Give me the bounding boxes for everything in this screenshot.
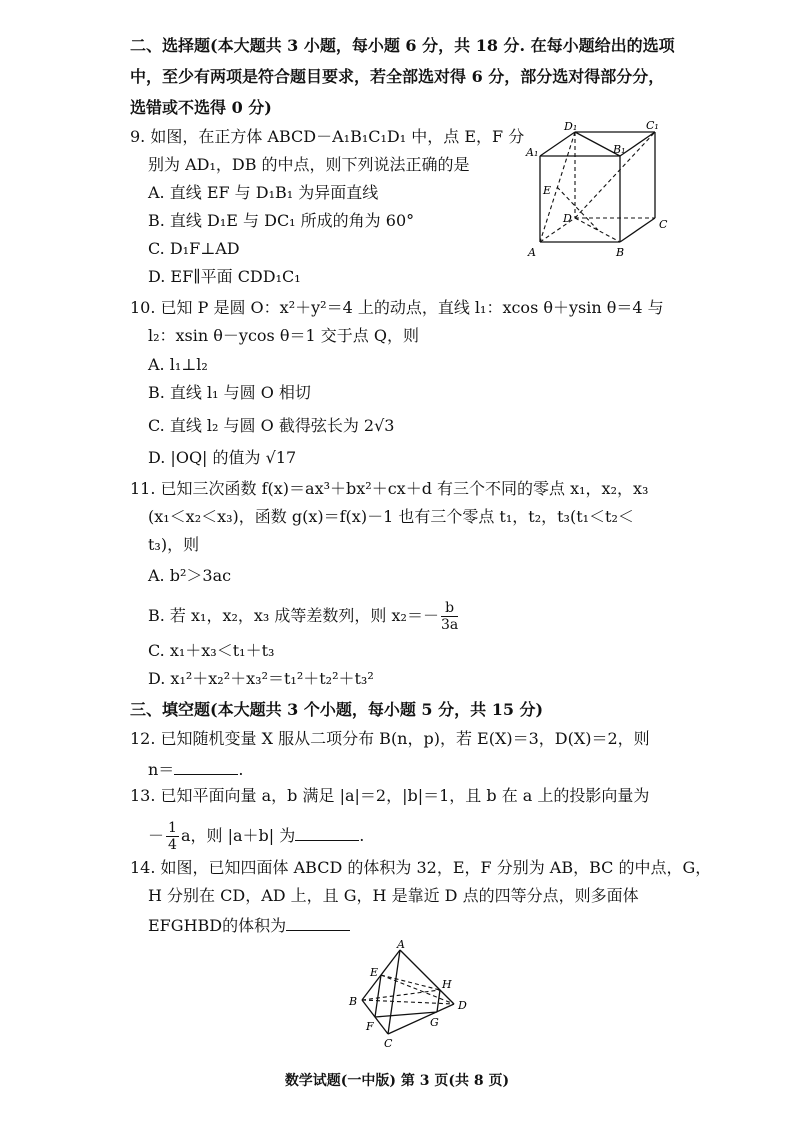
q11-option-c: C. x₁＋x₃＜t₁＋t₃: [148, 641, 275, 660]
tet-label-g: G: [430, 1016, 439, 1029]
q14-answer-blank[interactable]: [286, 914, 350, 931]
q12-period: .: [238, 760, 244, 779]
q14-stem-line2: H 分别在 CD，AD 上，且 G，H 是靠近 D 点的四等分点，则多面体: [148, 886, 639, 905]
q11-option-b: [148, 600, 460, 633]
q10-stem-line2: l₂：xsin θ－ycos θ＝1 交于点 Q，则: [148, 326, 419, 345]
q10-option-d: D. |OQ| 的值为 √17: [148, 448, 297, 467]
q12-stem-line2: [148, 758, 243, 780]
q13-period: .: [359, 826, 365, 845]
q9-option-a: A. 直线 EF 与 D₁B₁ 为异面直线: [148, 183, 379, 202]
section2-header-line1: 二、选择题(本大题共 3 小题，每小题 6 分，共 18 分. 在每小题给出的选项: [130, 36, 675, 55]
q11-stem-line1: 11. 已知三次函数 f(x)＝ax³＋bx²＋cx＋d 有三个不同的零点 x₁，x₂，x₃: [130, 479, 649, 498]
q9-option-b: B. 直线 D₁E 与 DC₁ 所成的角为 60°: [148, 211, 415, 230]
tet-label-d: D: [458, 999, 467, 1012]
cube-label-c: C: [659, 218, 668, 231]
cube-figure: [520, 118, 670, 260]
cube-label-b1: B₁: [613, 143, 626, 156]
cube-label-d1: D₁: [564, 120, 578, 133]
q10-option-b: B. 直线 l₁ 与圆 O 相切: [148, 383, 311, 402]
q11-option-b-denominator: 3a: [440, 617, 459, 633]
tetrahedron-figure: [344, 938, 474, 1050]
q13-stem-line1: 13. 已知平面向量 a，b 满足 |a|＝2，|b|＝1，且 b 在 a 上的投影向量为: [130, 786, 650, 805]
tet-label-c: C: [384, 1037, 393, 1050]
tet-label-f: F: [366, 1020, 374, 1033]
q11-option-b-fraction: [441, 600, 458, 633]
q11-stem-line2: (x₁＜x₂＜x₃)，函数 g(x)＝f(x)－1 也有三个零点 t₁，t₂，t₃(t₁＜t₂＜: [148, 507, 634, 526]
cube-label-a: A: [528, 246, 536, 259]
cube-label-c1: C₁: [646, 119, 659, 132]
cube-label-a1: A₁: [526, 146, 539, 159]
q10-stem-line1: 10. 已知 P 是圆 O：x²＋y²＝4 上的动点，直线 l₁：xcos θ＋ysin θ＝4 与: [130, 298, 664, 317]
section2-header-line2: 中，至少有两项是符合题目要求，若全部选对得 6 分，部分选对得部分分，: [130, 67, 665, 86]
cube-label-b: B: [616, 246, 625, 259]
q9-stem-line2: 别为 AD₁，DB 的中点，则下列说法正确的是: [148, 155, 470, 174]
q11-option-a: A. b²＞3ac: [148, 566, 232, 585]
q9-option-d: D. EF∥平面 CDD₁C₁: [148, 267, 301, 286]
q13-text: a，则 |a＋b| 为: [180, 826, 296, 845]
q14-stem-line1: 14. 如图，已知四面体 ABCD 的体积为 32，E，F 分别为 AB，BC 的中点，G，: [130, 858, 712, 877]
q14-text: EFGHBD的体积为: [148, 916, 287, 935]
q13-answer-blank[interactable]: [295, 824, 359, 841]
q13-minus: －: [148, 826, 165, 845]
q11-option-b-text: B. 若 x₁，x₂，x₃ 成等差数列，则 x₂＝－: [148, 606, 439, 625]
q14-stem-line3: [148, 914, 350, 936]
tet-label-a: A: [397, 938, 405, 951]
q13-fraction: [166, 820, 179, 853]
tet-label-h: H: [442, 978, 452, 991]
q11-stem-line3: t₃)，则: [148, 535, 200, 554]
q9-option-c: C. D₁F⊥AD: [148, 239, 240, 258]
tet-label-b: B: [349, 995, 358, 1008]
cube-label-d: D: [563, 212, 572, 225]
q10-option-a: A. l₁⊥l₂: [148, 355, 208, 374]
q13-numerator: 1: [168, 820, 177, 836]
q11-option-d: D. x₁²＋x₂²＋x₃²＝t₁²＋t₂²＋t₃²: [148, 669, 374, 688]
q12-stem-line1: 12. 已知随机变量 X 服从二项分布 B(n，p)，若 E(X)＝3，D(X)＝2，则: [130, 729, 650, 748]
q9-stem-line1: 9. 如图，在正方体 ABCD－A₁B₁C₁D₁ 中，点 E，F 分: [130, 127, 525, 146]
q12-n-label: n＝: [148, 760, 175, 779]
section3-header: 三、填空题(本大题共 3 个小题，每小题 5 分，共 15 分): [130, 700, 544, 719]
cube-label-e: E: [543, 184, 552, 197]
q13-stem-line2: [148, 820, 364, 853]
q10-option-c: C. 直线 l₂ 与圆 O 截得弦长为 2√3: [148, 416, 395, 435]
q11-option-b-numerator: b: [441, 600, 458, 617]
q12-answer-blank[interactable]: [174, 758, 238, 775]
section2-header-line3: 选错或不选得 0 分): [130, 98, 272, 117]
tet-label-e: E: [370, 966, 379, 979]
page-footer: 数学试题(一中版) 第 3 页(共 8 页): [284, 1073, 510, 1089]
q13-denominator: 4: [168, 837, 177, 853]
